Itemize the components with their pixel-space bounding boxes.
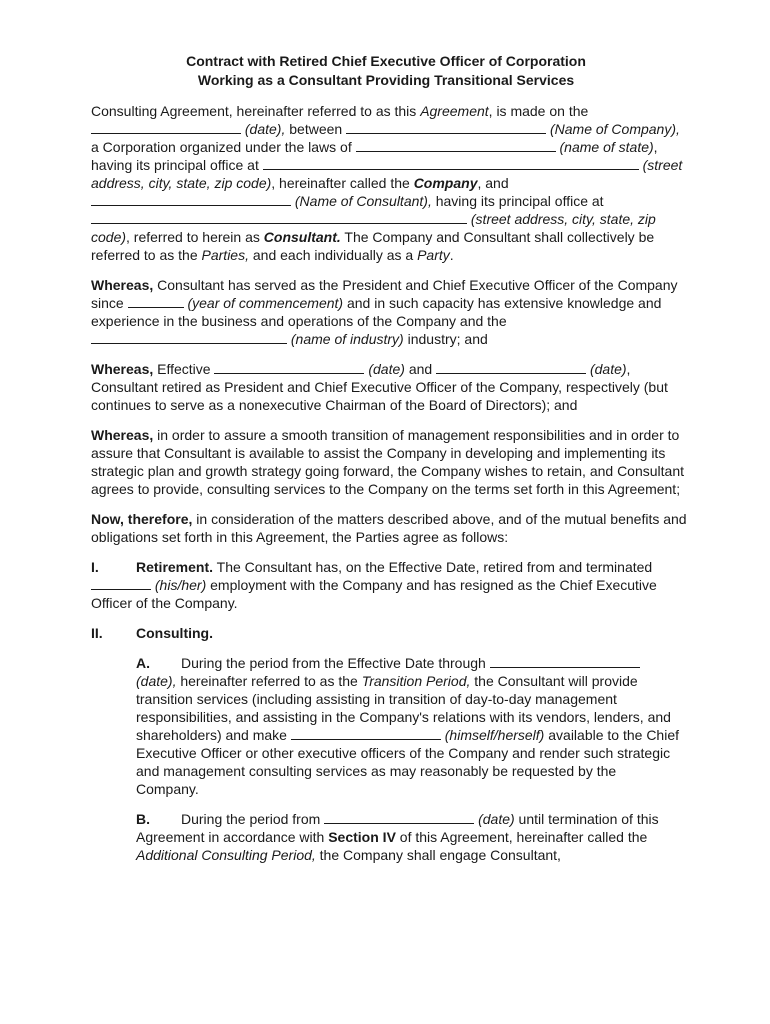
section-retirement: I. Retirement. The Consultant has, on the Effective Date, retired from and terminated (his/her) employment with the Company and has resigned as the Chief Executive Officer of the Company. xyxy=(91,559,657,611)
section-consulting xyxy=(91,624,691,642)
blank-consultant-address[interactable] xyxy=(91,210,467,224)
blank-company-address[interactable] xyxy=(263,156,639,170)
blank-effective-date-2[interactable] xyxy=(436,360,586,374)
whereas-paragraph-1: Whereas, Consultant has served as the President and Chief Executive Officer of the Company since (year of commencement) and in such capacity has extensive knowledge and experience in the business and operations of the Company and the (name of industry) industry; and xyxy=(91,277,678,347)
whereas-paragraph-2: Whereas, Effective (date) and (date), Consultant retired as President and Chief Executive Officer of the Company, respectively (but continues to serve as a nonexecutive Chairman of the Board of Directors); and xyxy=(91,361,668,413)
section-number: II. xyxy=(91,625,103,641)
document-page xyxy=(91,52,691,864)
whereas-paragraph-3: Whereas, in order to assure a smooth transition of management responsibilities and in order to assure that Consultant is available to assist the Company in developing and implementing its strategic plan and growth strategy going forward, the Company wishes to retain, and Consultant agrees to provide, consulting services to the Company on the terms set forth in this Agreement; xyxy=(91,427,684,497)
now-therefore-paragraph: Now, therefore, in consideration of the matters described above, and of the mutual benefits and obligations set forth in this Agreement, the Parties agree as follows: xyxy=(91,511,687,545)
blank-industry[interactable] xyxy=(91,330,287,344)
blank-year[interactable] xyxy=(128,294,184,308)
subsection-b: B. During the period from (date) until termination of this Agreement in accordance with Section IV of this Agreement, hereinafter called the Additional Consulting Period, the Company shall engage Consultant, xyxy=(136,811,659,863)
blank-his-her[interactable] xyxy=(91,576,151,590)
section-heading: Retirement. xyxy=(136,559,214,575)
subsection-a: A. During the period from the Effective Date through (date), hereinafter referred to as the Transition Period, the Consultant will provide transition services (including assisting in transition of day-to-day management responsibilities, and assisting in the Company's relations with its vendors, lenders, and shareholders) and make (himself/herself) available to the Chief Executive Officer or other executive officers of the Company and render such strategic and management consulting services as may reasonably be requested by the Company. xyxy=(136,655,679,797)
blank-consultant-name[interactable] xyxy=(91,192,291,206)
section-number: I. xyxy=(91,559,99,575)
blank-transition-end-date[interactable] xyxy=(490,654,640,668)
blank-himself-herself[interactable] xyxy=(291,726,441,740)
document-title xyxy=(81,52,691,90)
section-heading: Consulting. xyxy=(136,625,213,641)
blank-additional-start-date[interactable] xyxy=(324,810,474,824)
blank-date[interactable] xyxy=(91,120,241,134)
title-line-2: Working as a Consultant Providing Transitional Services xyxy=(197,72,575,88)
intro-paragraph: Consulting Agreement, hereinafter referred to as this Agreement, is made on the (date), between (Name of Company), a Corporation organized under the laws of (name of state), having its principal office at (street address, city, state, zip code), hereinafter called the Company, and (Name of Consultant), having its principal office at (street address, city, state, zip code), referred to herein as Consultant. The Company and Consultant shall collectively be referred to as the Parties, and each individually as a Party. xyxy=(91,103,683,263)
blank-state[interactable] xyxy=(356,138,556,152)
blank-company-name[interactable] xyxy=(346,120,546,134)
title-line-1: Contract with Retired Chief Executive Officer of Corporation xyxy=(186,53,586,69)
blank-effective-date-1[interactable] xyxy=(214,360,364,374)
